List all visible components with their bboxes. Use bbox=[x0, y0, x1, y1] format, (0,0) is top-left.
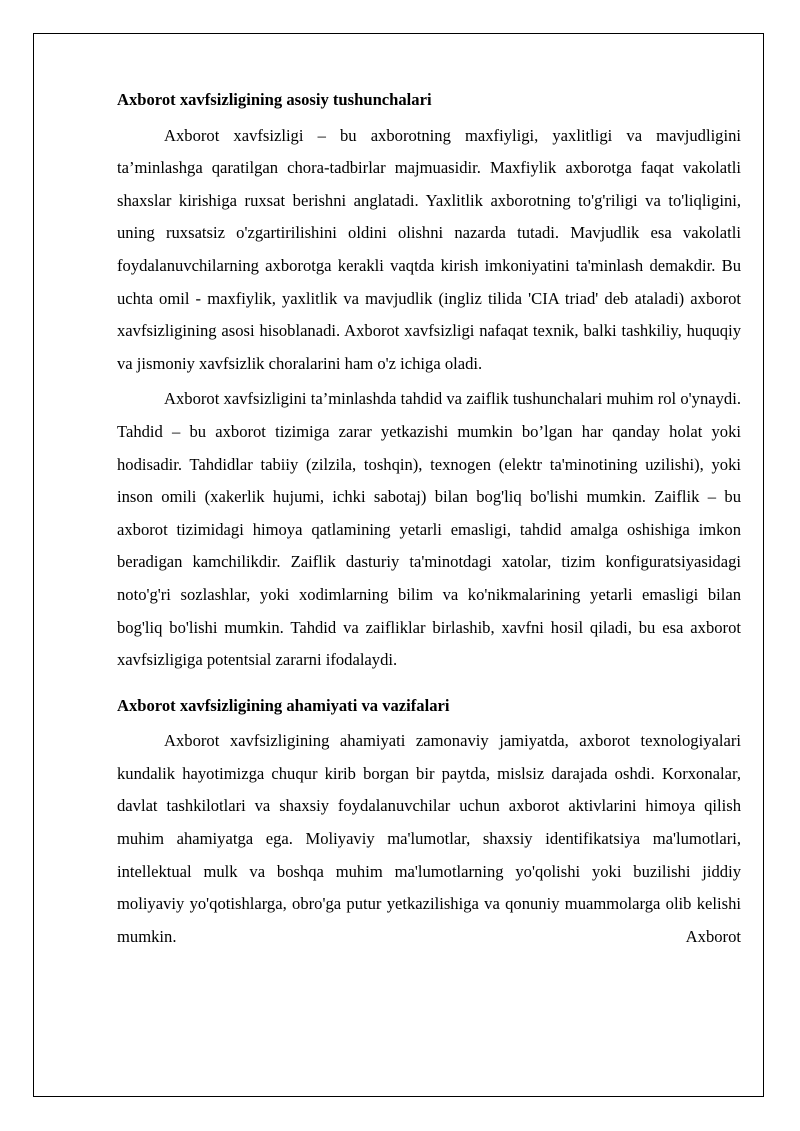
paragraph-cia-triad: Axborot xavfsizligi – bu axborotning maxfiyligi, yaxlitligi va mavjudligini ta’minlashga qaratilgan chora-tadbirlar majmuasidir. Maxfiylik axborotga faqat vakolatli shaxslar kirishiga ruxsat berishni anglatadi. Yaxlitlik axborotning to'g'riligi va to'liqligini, uning ruxsatsiz o'zgartirilishini oldini olishni nazarda tutadi. Mavjudlik esa vakolatli foydalanuvchilarning axborotga kerakli vaqtda kirish imkoniyatini ta'minlash demakdir. Bu uchta omil - maxfiylik, yaxlitlik va mavjudlik (ingliz tilida 'CIA triad' deb ataladi) axborot xavfsizligining asosi hisoblanadi. Axborot xavfsizligi nafaqat texnik, balki tashkiliy, huquqiy va jismoniy xavfsizlik choralarini ham o'z ichiga oladi. bbox=[117, 125, 741, 373]
document-body bbox=[117, 84, 741, 953]
paragraph-threats-vulnerabilities: Axborot xavfsizligini ta’minlashda tahdid va zaiflik tushunchalari muhim rol o'ynaydi. Tahdid – bu axborot tizimiga zarar yetkazishi mumkin bo’lgan har qanday holat yoki hodisadir. Tahdidlar tabiiy (zilzila, toshqin), texnogen (elektr ta'minotining uzilishi), yoki inson omili (xakerlik hujumi, ichki sabotaj) bilan bog'liq bo'lishi mumkin. Zaiflik – bu axborot tizimidagi himoya qatlamining yetarli emasligi, tahdid amalga oshishiga imkon beradigan kamchilikdir. Zaiflik dasturiy ta'minotdagi xatolar, tizim konfiguratsiyasidagi noto'g'ri sozlashlar, yoki xodimlarning bilim va ko'nikmalarining yetarli emasligi bilan bog'liq bo'lishi mumkin. Tahdid va zaifliklar birlashib, xavfni hosil qiladi, bu esa axborot xavfsizligiga potentsial zararni ifodalaydi. bbox=[117, 389, 741, 670]
paragraph-importance: Axborot xavfsizligining ahamiyati zamonaviy jamiyatda, axborot texnologiyalari kundalik hayotimizga chuqur kirib borgan bir paytda, mislsiz darajada oshdi. Korxonalar, davlat tashkilotlari va shaxsiy foydalanuvchilar uchun axborot aktivlarini himoya qilish muhim ahamiyatga ega. Moliyaviy ma'lumotlar, shaxsiy identifikatsiya ma'lumotlari, intellektual mulk va boshqa muhim ma'lumotlarning yo'qolishi yoki buzilishi jiddiy moliyaviy yo'qotishlarga, obro'ga putur yetkazilishiga va qonuniy muammolarga olib kelishi mumkin. Axborot bbox=[117, 731, 741, 946]
section-heading-importance-tasks: Axborot xavfsizligining ahamiyati va vazifalari bbox=[117, 695, 450, 715]
section-heading-basic-concepts: Axborot xavfsizligining asosiy tushunchalari bbox=[117, 90, 432, 109]
